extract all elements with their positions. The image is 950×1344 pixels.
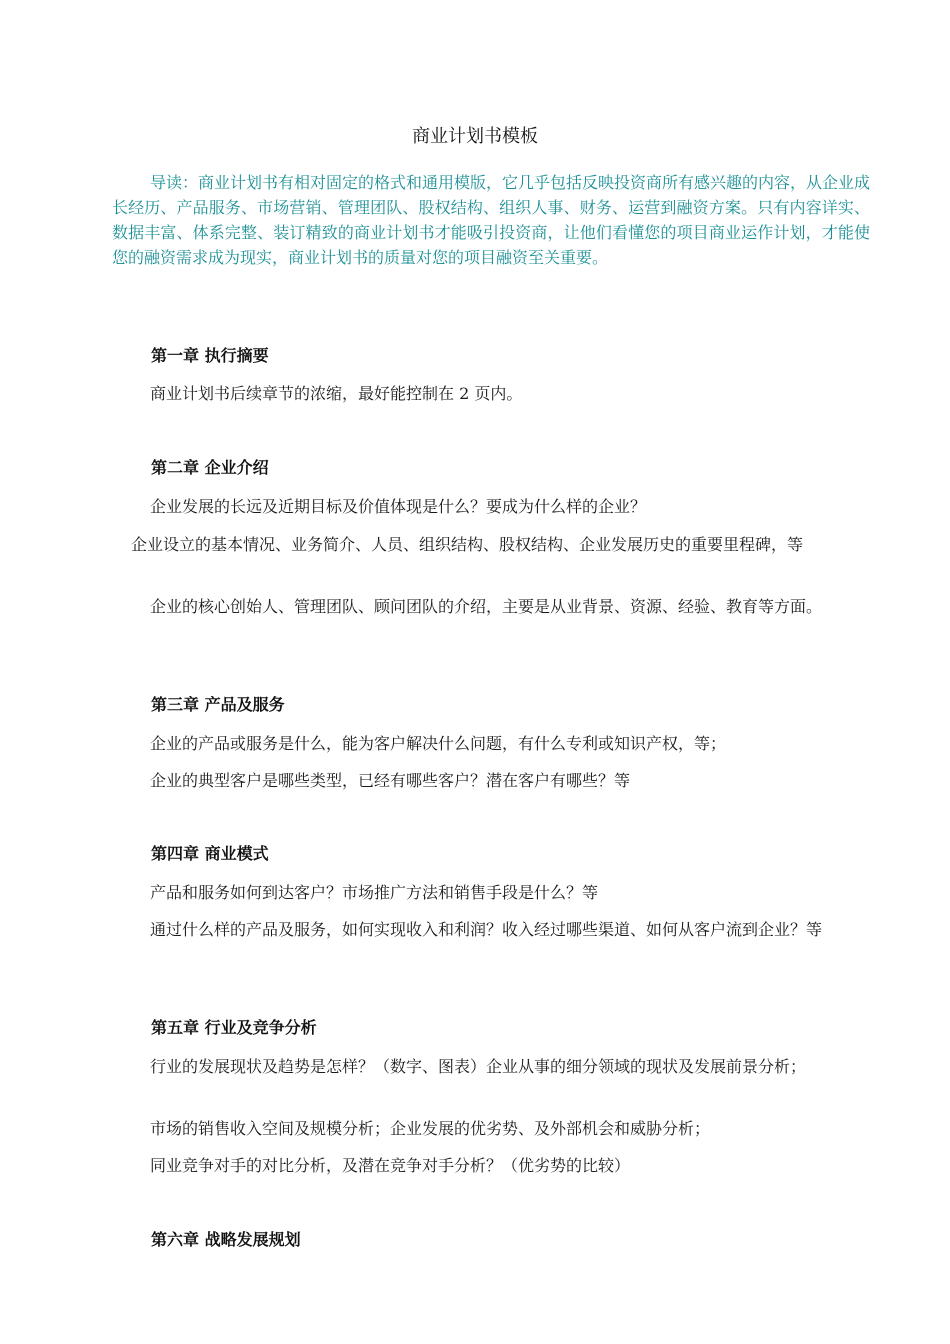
intro-paragraph: 导读：商业计划书有相对固定的格式和通用模版，它几乎包括反映投资商所有感兴趣的内容，从企业成长经历、产品服务、市场营销、管理团队、股权结构、组织人事、财务、运营到融资方案。只有内容详实、数据丰富、体系完整、装订精致的商业计划书才能吸引投资商，让他们看懂您的项目商业运作计划，才能使您的融资需求成为现实，商业计划书的质量对您的项目融资至关重要。 [112, 173, 871, 267]
chapter-5-paragraph-1: 行业的发展现状及趋势是怎样？（数字、图表）企业从事的细分领域的现状及发展前景分析； [150, 1057, 807, 1076]
chapter-3-heading: 第三章 产品及服务 [151, 695, 285, 714]
chapter-3-paragraph-2: 企业的典型客户是哪些类型，已经有哪些客户？潜在客户有哪些？等 [150, 771, 631, 790]
chapter-5-paragraph-3: 同业竞争对手的对比分析，及潜在竞争对手分析？（优劣势的比较） [150, 1156, 631, 1175]
chapter-1-paragraph-1: 商业计划书后续章节的浓缩，最好能控制在 2 页内。 [150, 384, 523, 403]
chapter-6-heading: 第六章 战略发展规划 [151, 1230, 301, 1249]
chapter-4-heading: 第四章 商业模式 [151, 844, 269, 863]
chapter-2-heading: 第二章 企业介绍 [151, 458, 269, 477]
chapter-2-paragraph-1: 企业发展的长远及近期目标及价值体现是什么？要成为什么样的企业？ [150, 497, 647, 516]
chapter-3-paragraph-1: 企业的产品或服务是什么，能为客户解决什么问题，有什么专利或知识产权，等； [150, 734, 727, 753]
chapter-1-heading: 第一章 执行摘要 [151, 346, 269, 365]
chapter-2-paragraph-3: 企业的核心创始人、管理团队、顾问团队的介绍，主要是从业背景、资源、经验、教育等方面。 [150, 597, 823, 616]
chapter-2-paragraph-2: 企业设立的基本情况、业务简介、人员、组织结构、股权结构、企业发展历史的重要里程碑，等 [131, 535, 804, 554]
document-title: 商业计划书模板 [412, 126, 538, 147]
chapter-4-paragraph-1: 产品和服务如何到达客户？市场推广方法和销售手段是什么？等 [150, 883, 599, 902]
chapter-5-heading: 第五章 行业及竞争分析 [151, 1018, 317, 1037]
chapter-5-paragraph-2: 市场的销售收入空间及规模分析；企业发展的优劣势、及外部机会和威胁分析； [150, 1119, 711, 1138]
chapter-4-paragraph-2: 通过什么样的产品及服务，如何实现收入和利润？收入经过哪些渠道、如何从客户流到企业？等 [150, 920, 823, 939]
